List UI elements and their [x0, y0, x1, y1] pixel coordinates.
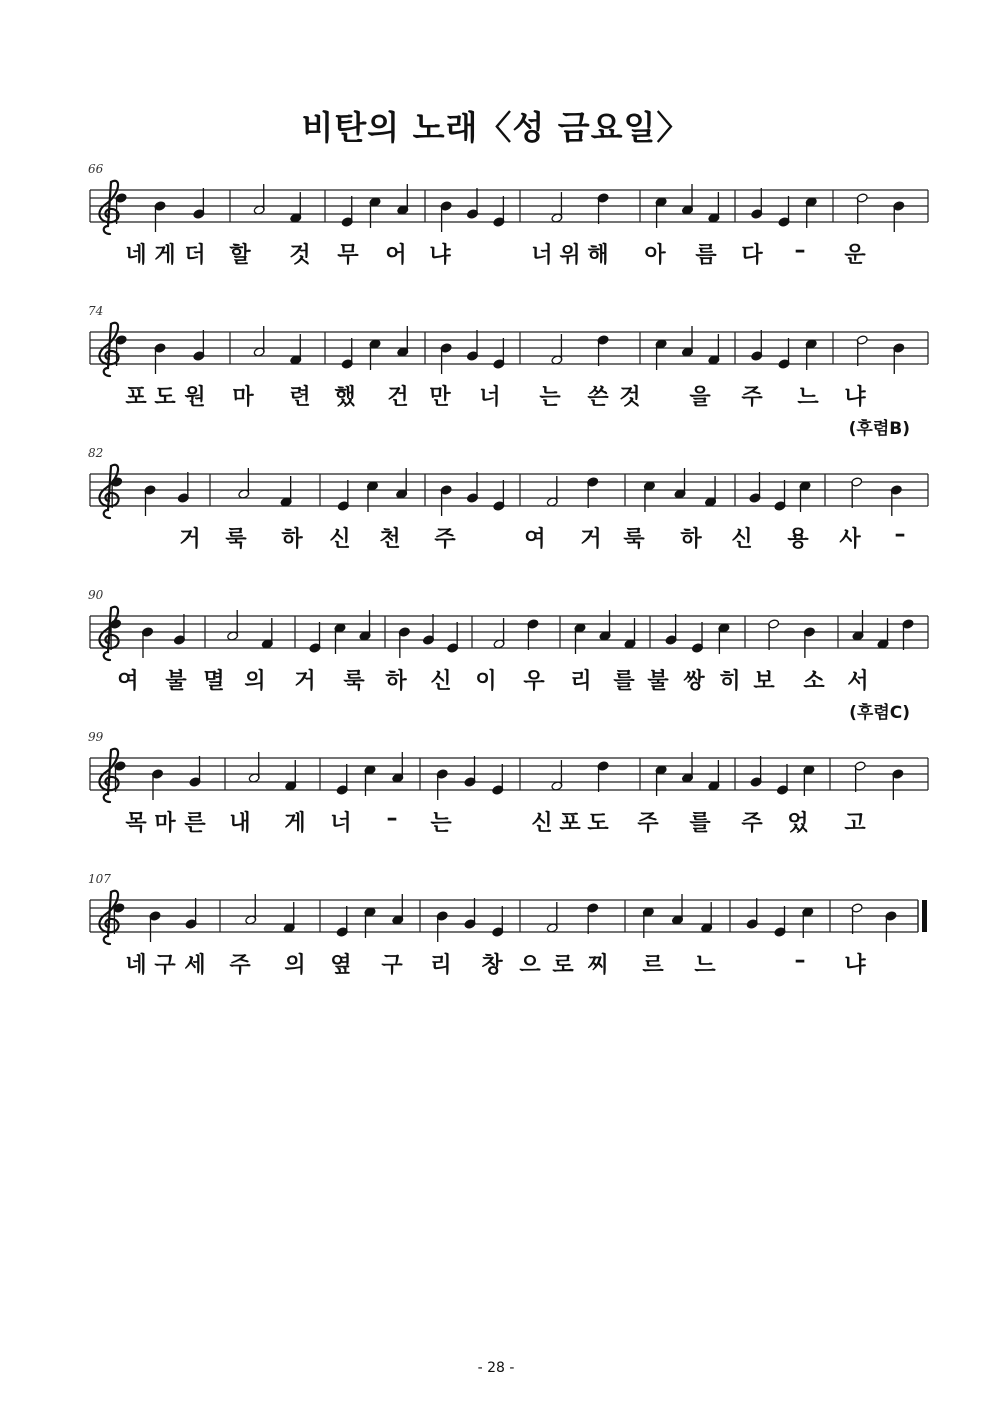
- note: [856, 193, 868, 224]
- note: [701, 902, 713, 933]
- lyric-syllable: 거: [179, 527, 201, 552]
- note: [708, 192, 720, 223]
- lyric-syllable: 아: [644, 243, 666, 268]
- measure-number: 74: [88, 304, 104, 318]
- lyric-syllable: 목: [125, 811, 147, 836]
- section-label: (후렴C): [849, 703, 910, 723]
- note: [778, 196, 790, 227]
- lyric-syllable: 느: [694, 953, 716, 978]
- lyric-syllable: 구: [154, 953, 176, 978]
- note: [597, 335, 609, 366]
- note: [280, 476, 292, 507]
- lyric-syllable: –: [794, 948, 806, 973]
- section-label: (후렴B): [848, 419, 910, 439]
- measure-number: 99: [88, 730, 104, 744]
- lyric-syllable: 리: [570, 669, 592, 694]
- note: [803, 627, 815, 658]
- lyric-syllable: 를: [689, 811, 711, 836]
- note: [902, 619, 914, 650]
- page-title: 비탄의 노래〈성 금요일〉: [301, 108, 691, 147]
- note: [692, 622, 704, 653]
- note: [115, 193, 127, 224]
- note: [189, 756, 201, 787]
- lyric-syllable: 멸: [203, 669, 225, 694]
- lyric-syllable: 했: [334, 385, 356, 410]
- lyric-syllable: –: [386, 806, 398, 831]
- note: [149, 911, 161, 942]
- note: [877, 618, 889, 649]
- lyric-syllable: 주: [637, 811, 659, 836]
- note: [144, 485, 156, 516]
- note: [436, 911, 448, 942]
- note: [336, 906, 348, 937]
- note: [398, 627, 410, 658]
- note: [851, 477, 863, 508]
- note: [852, 610, 864, 641]
- lyric-syllable: 너: [479, 385, 501, 410]
- measure-number: 82: [88, 446, 104, 460]
- staff-system: [0, 160, 992, 280]
- note: [392, 894, 404, 925]
- note: [341, 196, 353, 227]
- lyric-syllable: 위: [559, 243, 581, 268]
- measure-number: 66: [88, 162, 104, 176]
- note: [334, 623, 346, 654]
- lyric-syllable: 다: [741, 243, 763, 268]
- note: [655, 765, 667, 796]
- note: [751, 330, 763, 361]
- note: [682, 326, 694, 357]
- lyric-syllable: 여: [117, 669, 139, 694]
- lyric-syllable: 리: [430, 953, 452, 978]
- lyric-syllable: 것: [619, 385, 641, 410]
- lyric-syllable: 창: [481, 953, 503, 978]
- treble-clef-icon: [99, 607, 118, 660]
- note: [464, 898, 476, 929]
- lyric-syllable: 신: [531, 811, 553, 836]
- note: [396, 468, 408, 499]
- lyric-syllable: 신: [329, 527, 351, 552]
- note: [447, 622, 459, 653]
- lyric-syllable: 히: [719, 669, 741, 694]
- note: [718, 623, 730, 654]
- note: [574, 623, 586, 654]
- note: [364, 907, 376, 938]
- lyric-syllable: 우: [523, 669, 545, 694]
- lyric-syllable: 냐: [429, 243, 451, 268]
- lyric-syllable: 을: [689, 385, 711, 410]
- note: [708, 760, 720, 791]
- lyric-syllable: 쓴: [587, 385, 609, 410]
- lyric-syllable: 느: [797, 385, 819, 410]
- lyric-syllable: 주: [229, 953, 251, 978]
- lyric-syllable: 옆: [330, 953, 352, 978]
- lyric-syllable: 할: [229, 243, 251, 268]
- lyric-syllable: 룩: [343, 669, 365, 694]
- lyric-syllable: 네: [125, 953, 147, 978]
- lyric-syllable: 보: [753, 669, 775, 694]
- note: [227, 610, 239, 641]
- page-number: - 28 -: [477, 1360, 515, 1376]
- lyric-syllable: 만: [429, 385, 451, 410]
- lyric-syllable: 세: [184, 953, 206, 978]
- note: [290, 334, 302, 365]
- note: [364, 765, 376, 796]
- note: [336, 764, 348, 795]
- staff-system: [0, 586, 992, 706]
- note: [341, 338, 353, 369]
- lyric-syllable: 련: [289, 385, 311, 410]
- note: [893, 201, 905, 232]
- note: [154, 343, 166, 374]
- lyric-syllable: 르: [642, 953, 664, 978]
- lyric-syllable: –: [894, 522, 906, 547]
- note: [193, 330, 205, 361]
- note: [674, 468, 686, 499]
- lyric-syllable: 냐: [844, 953, 866, 978]
- lyric-syllable: 너: [531, 243, 553, 268]
- staff-system: [0, 703, 992, 848]
- note: [440, 343, 452, 374]
- lyric-syllable: 너: [330, 811, 352, 836]
- note: [440, 201, 452, 232]
- note: [890, 485, 902, 516]
- note: [587, 903, 599, 934]
- note: [392, 752, 404, 783]
- note: [546, 476, 558, 507]
- note: [805, 197, 817, 228]
- note: [885, 911, 897, 942]
- note: [802, 907, 814, 938]
- note: [110, 619, 122, 650]
- lyric-syllable: 었: [787, 811, 809, 836]
- lyric-syllable: 무: [337, 243, 359, 268]
- note: [527, 619, 539, 650]
- note: [599, 610, 611, 641]
- lyric-syllable: 으: [519, 953, 541, 978]
- note: [624, 618, 636, 649]
- measure-number: 107: [88, 872, 111, 886]
- lyric-syllable: 이: [475, 669, 497, 694]
- lyric-syllable: 름: [695, 243, 717, 268]
- lyric-syllable: 불: [647, 669, 669, 694]
- lyric-syllable: 서: [847, 669, 869, 694]
- lyric-syllable: 불: [165, 669, 187, 694]
- note: [851, 903, 863, 934]
- lyric-syllable: 구: [381, 953, 403, 978]
- lyric-syllable: 로: [552, 953, 574, 978]
- note: [283, 902, 295, 933]
- treble-clef-icon: [99, 465, 118, 518]
- note: [245, 894, 257, 925]
- note: [367, 481, 379, 512]
- treble-clef-icon: [99, 181, 118, 234]
- lyric-syllable: 마: [154, 811, 176, 836]
- lyric-syllable: 냐: [844, 385, 866, 410]
- lyric-syllable: 주: [434, 527, 456, 552]
- lyric-syllable: 도: [587, 811, 609, 836]
- lyric-syllable: 더: [184, 243, 206, 268]
- measure-number: 90: [88, 588, 104, 602]
- note: [337, 480, 349, 511]
- note: [152, 769, 164, 800]
- note: [705, 476, 717, 507]
- note: [682, 184, 694, 215]
- staff: [0, 160, 992, 255]
- lyric-syllable: 하: [385, 669, 407, 694]
- staff: [0, 728, 992, 823]
- note: [893, 343, 905, 374]
- note: [750, 756, 762, 787]
- note: [113, 903, 125, 934]
- note: [774, 906, 786, 937]
- lyric-syllable: 의: [244, 669, 266, 694]
- note: [185, 898, 197, 929]
- note: [546, 902, 558, 933]
- lyric-syllable: 것: [289, 243, 311, 268]
- note: [440, 485, 452, 516]
- lyric-syllable: 는: [539, 385, 561, 410]
- lyric-syllable: 어: [385, 243, 407, 268]
- staff-system: [0, 302, 992, 422]
- staff-system: [0, 870, 992, 990]
- lyric-syllable: 게: [154, 243, 176, 268]
- lyric-syllable: 사: [839, 527, 861, 552]
- note: [193, 188, 205, 219]
- note: [655, 339, 667, 370]
- lyric-syllable: 천: [379, 527, 401, 552]
- note: [467, 472, 479, 503]
- note: [253, 184, 265, 215]
- note: [751, 188, 763, 219]
- lyric-syllable: 포: [125, 385, 147, 410]
- note: [248, 752, 260, 783]
- note: [290, 192, 302, 223]
- note: [115, 335, 127, 366]
- lyric-syllable: 내: [229, 811, 251, 836]
- note: [551, 334, 563, 365]
- lyric-syllable: –: [794, 238, 806, 263]
- note: [768, 619, 780, 650]
- lyric-syllable: 여: [524, 527, 546, 552]
- note: [493, 338, 505, 369]
- note: [464, 756, 476, 787]
- treble-clef-icon: [99, 323, 118, 376]
- note: [238, 468, 250, 499]
- note: [587, 477, 599, 508]
- lyric-syllable: 의: [284, 953, 306, 978]
- lyric-syllable: 용: [787, 527, 809, 552]
- note: [436, 769, 448, 800]
- lyric-syllable: 신: [430, 669, 452, 694]
- lyric-syllable: 거: [580, 527, 602, 552]
- lyric-syllable: 쌍: [683, 669, 705, 694]
- lyric-syllable: 고: [844, 811, 866, 836]
- lyric-syllable: 포: [559, 811, 581, 836]
- lyric-syllable: 해: [587, 243, 609, 268]
- note: [799, 481, 811, 512]
- note: [369, 197, 381, 228]
- note: [665, 614, 677, 645]
- note: [114, 761, 126, 792]
- note: [493, 196, 505, 227]
- treble-clef-icon: [99, 891, 118, 944]
- note: [467, 330, 479, 361]
- note: [805, 339, 817, 370]
- note: [397, 326, 409, 357]
- lyric-syllable: 건: [387, 385, 409, 410]
- lyric-syllable: 른: [184, 811, 206, 836]
- note: [854, 761, 866, 792]
- lyric-syllable: 도: [154, 385, 176, 410]
- note: [682, 752, 694, 783]
- note: [397, 184, 409, 215]
- note: [803, 765, 815, 796]
- note: [597, 193, 609, 224]
- lyric-syllable: 마: [232, 385, 254, 410]
- staff-system: [0, 419, 992, 564]
- note: [749, 472, 761, 503]
- lyric-syllable: 찌: [587, 953, 609, 978]
- lyric-syllable: 는: [430, 811, 452, 836]
- note: [369, 339, 381, 370]
- lyric-syllable: 운: [844, 243, 866, 268]
- note: [285, 760, 297, 791]
- note: [493, 480, 505, 511]
- lyric-syllable: 소: [803, 669, 825, 694]
- note: [309, 622, 321, 653]
- lyric-syllable: 원: [184, 385, 206, 410]
- lyric-syllable: 게: [284, 811, 306, 836]
- note: [154, 201, 166, 232]
- note: [708, 334, 720, 365]
- note: [177, 472, 189, 503]
- note: [492, 764, 504, 795]
- note: [174, 614, 186, 645]
- note: [655, 197, 667, 228]
- lyric-syllable: 주: [741, 811, 763, 836]
- note: [359, 610, 371, 641]
- note: [644, 481, 656, 512]
- lyric-syllable: 룩: [225, 527, 247, 552]
- note: [467, 188, 479, 219]
- note: [142, 627, 154, 658]
- note: [746, 898, 758, 929]
- lyric-syllable: 하: [680, 527, 702, 552]
- note: [642, 907, 654, 938]
- lyric-syllable: 거: [294, 669, 316, 694]
- note: [493, 618, 505, 649]
- note: [892, 769, 904, 800]
- note: [856, 335, 868, 366]
- lyric-syllable: 하: [281, 527, 303, 552]
- note: [774, 480, 786, 511]
- note: [777, 764, 789, 795]
- note: [551, 760, 563, 791]
- note: [597, 761, 609, 792]
- note: [261, 618, 273, 649]
- note: [492, 906, 504, 937]
- lyric-syllable: 신: [731, 527, 753, 552]
- lyric-syllable: 네: [125, 243, 147, 268]
- final-bar-line: [922, 900, 927, 932]
- note: [423, 614, 435, 645]
- note: [253, 326, 265, 357]
- lyric-syllable: 주: [741, 385, 763, 410]
- note: [672, 894, 684, 925]
- note: [551, 192, 563, 223]
- lyric-syllable: 를: [613, 669, 635, 694]
- note: [778, 338, 790, 369]
- lyric-syllable: 룩: [623, 527, 645, 552]
